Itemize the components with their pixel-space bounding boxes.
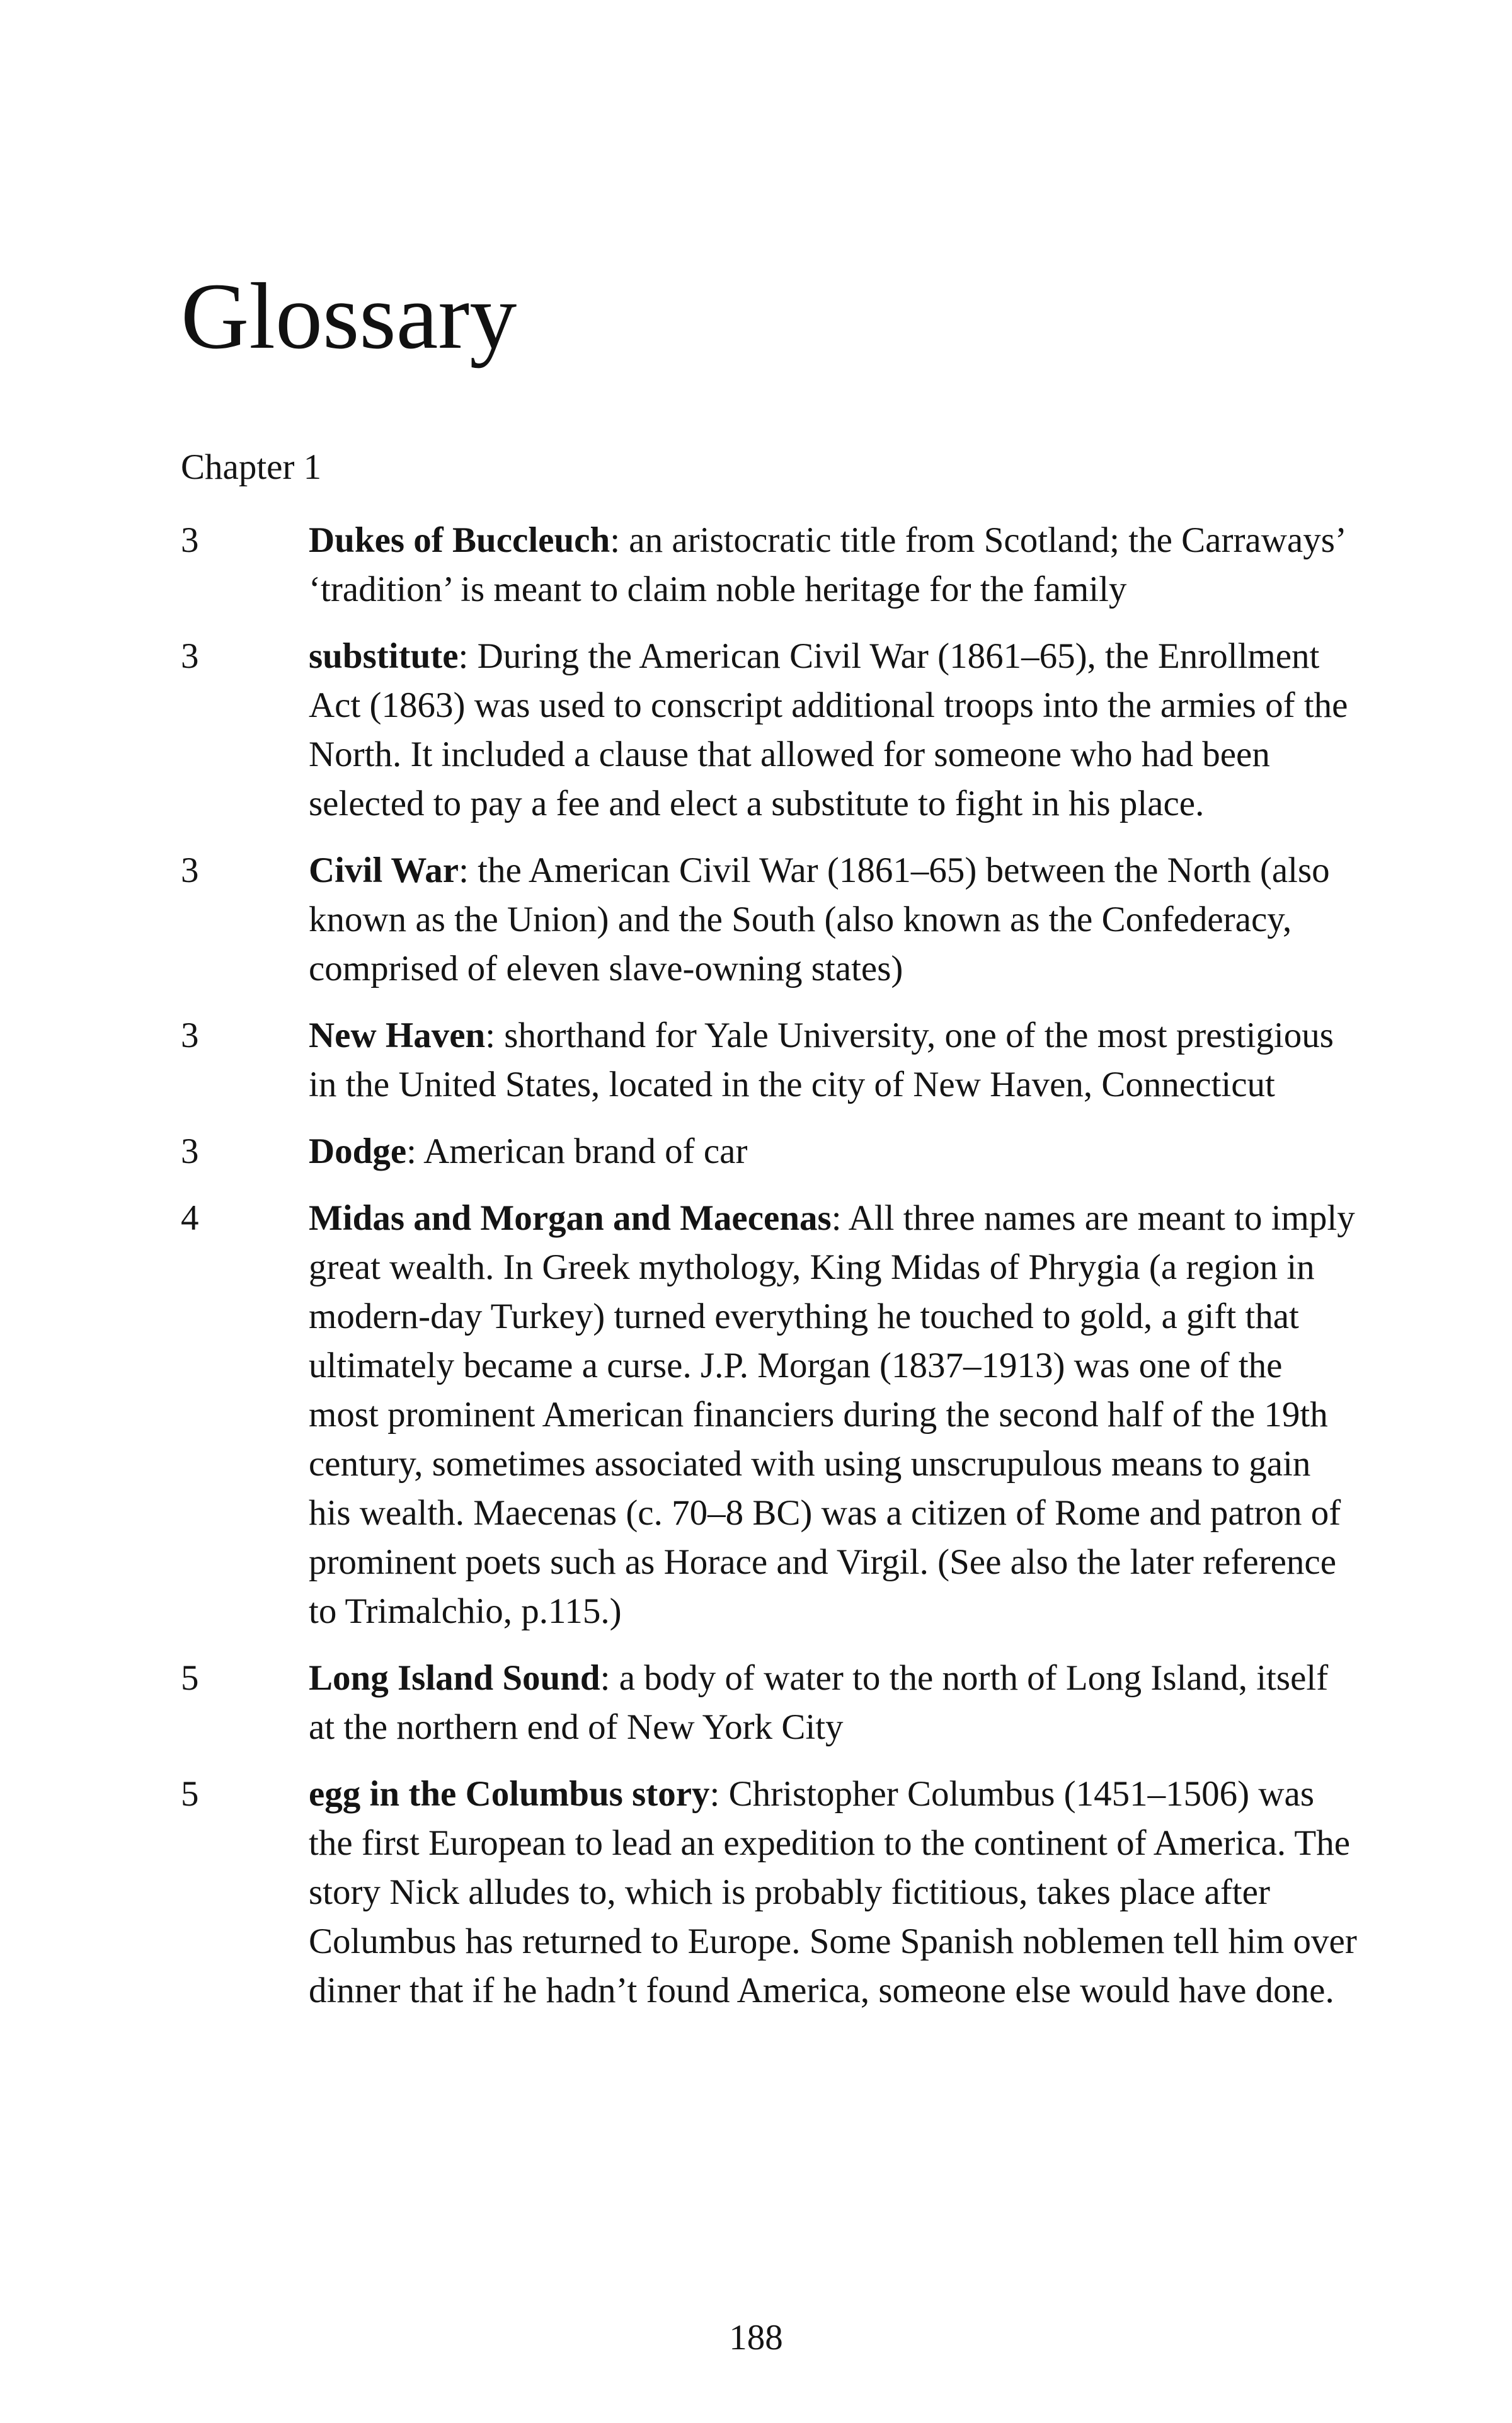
entry-text	[309, 1654, 1361, 1752]
glossary-entry	[181, 1194, 1361, 1636]
page-title: Glossary	[181, 264, 517, 369]
entry-definition: : All three names are meant to imply great wealth. In Greek mythology, King Midas of Phrygia (a region in modern-day Turkey) turned everything he touched to gold, a gift that ultimately became a curse. J.P. Morgan (1837–1913) was one of the most prominent American financiers during the second half of the 19th century, sometimes associated with using unscrupulous means to gain his wealth. Maecenas (c. 70–8 BC) was a citizen of Rome and patron of prominent poets such as Horace and Virgil. (See also the later reference to Trimalchio, p.115.)	[309, 1198, 1355, 1631]
entry-page-number: 3	[181, 1131, 199, 1171]
entry-text	[309, 516, 1361, 614]
entry-term: Civil War	[309, 851, 459, 890]
entry-text	[309, 1127, 1361, 1176]
entry-term: egg in the Columbus story	[309, 1774, 710, 1814]
entry-page-number: 5	[181, 1774, 199, 1814]
entry-term: Dukes of Buccleuch	[309, 520, 610, 560]
glossary-entry	[181, 1127, 1361, 1176]
glossary-entry	[181, 632, 1361, 828]
entry-page-number: 3	[181, 636, 199, 676]
entry-page-number: 3	[181, 851, 199, 890]
entry-page-number: 3	[181, 520, 199, 560]
glossary-entries	[181, 516, 1361, 2015]
glossary-entry	[181, 1011, 1361, 1109]
entry-text	[309, 1011, 1361, 1109]
glossary-entry	[181, 516, 1361, 614]
entry-definition: : the American Civil War (1861–65) between the North (also known as the Union) and the South (also known as the Confederacy, comprised of eleven slave-owning states)	[309, 851, 1330, 988]
entry-page-number: 4	[181, 1198, 199, 1238]
entry-term: Long Island Sound	[309, 1658, 600, 1698]
entry-definition: : shorthand for Yale University, one of the most prestigious in the United States, located in the city of New Haven, Connecticut	[309, 1016, 1334, 1104]
glossary-entry	[181, 1770, 1361, 2015]
footer-page-number: 188	[729, 2318, 783, 2357]
entry-term: Dodge	[309, 1131, 407, 1171]
entry-text	[309, 1770, 1361, 2015]
entry-definition: : an aristocratic title from Scotland; the Carraways’ ‘tradition’ is meant to claim noble heritage for the family	[309, 520, 1344, 609]
entry-text	[309, 846, 1361, 994]
glossary-entry	[181, 846, 1361, 994]
entry-definition: : Christopher Columbus (1451–1506) was the first European to lead an expedition to the continent of America. The story Nick alludes to, which is probably fictitious, takes place after Columbus has returned to Europe. Some Spanish noblemen tell him over dinner that if he hadn’t found America, someone else would have done.	[309, 1774, 1357, 2010]
glossary-entry	[181, 1654, 1361, 1752]
entry-text	[309, 632, 1361, 828]
entry-term: New Haven	[309, 1016, 486, 1055]
chapter-heading: Chapter 1	[181, 447, 322, 487]
entry-text	[309, 1194, 1361, 1636]
entry-page-number: 5	[181, 1658, 199, 1698]
entry-term: Midas and Morgan and Maecenas	[309, 1198, 832, 1238]
entry-definition: : American brand of car	[406, 1131, 748, 1171]
entry-definition: : a body of water to the north of Long Island, itself at the northern end of New York City	[309, 1658, 1329, 1747]
entry-page-number: 3	[181, 1016, 199, 1055]
entry-term: substitute	[309, 636, 459, 676]
entry-definition: : During the American Civil War (1861–65), the Enrollment Act (1863) was used to conscript additional troops into the armies of the North. It included a clause that allowed for someone who had been selected to pay a fee and elect a substitute to fight in his place.	[309, 636, 1348, 823]
